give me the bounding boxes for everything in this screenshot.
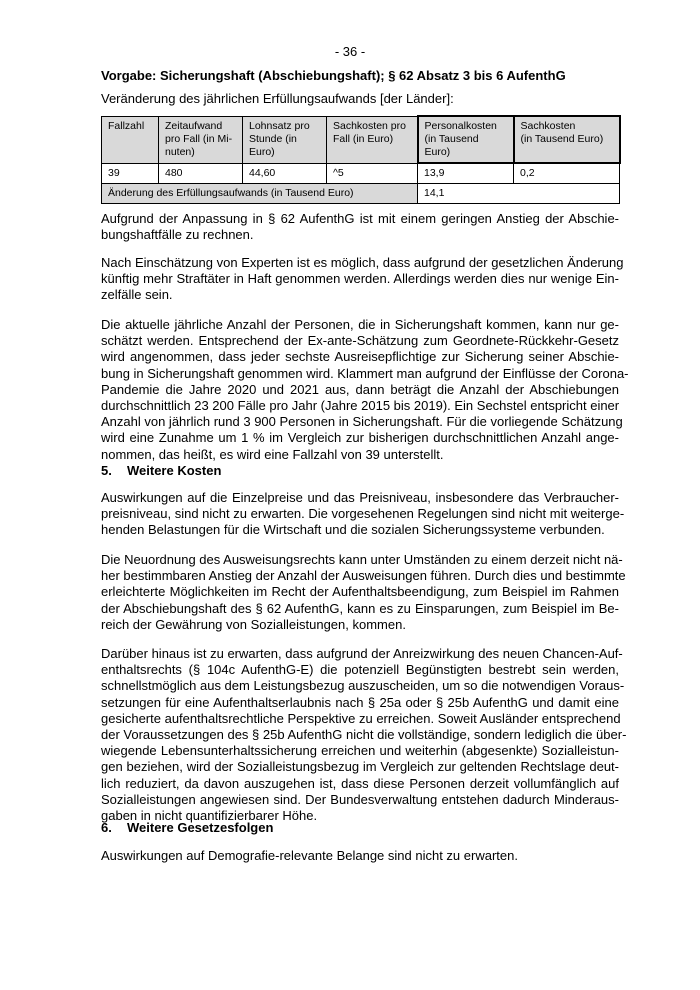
table-summary-row xyxy=(102,184,620,204)
table-caption: Veränderung des jährlichen Erfüllungsaufwands [der Länder]: xyxy=(101,91,454,106)
header-cell: Zeitaufwand pro Fall (in Mi- nuten) xyxy=(159,116,243,163)
paragraph xyxy=(101,255,624,304)
table-cell: 44,60 xyxy=(243,163,327,184)
paragraph-line: künftig mehr Straftäter in Haft genommen werden. Allerdings werden dies nur wenige Ein- xyxy=(101,271,619,287)
table-cell: 480 xyxy=(159,163,243,184)
paragraph-line: bung in Sicherungshaft genommen wird. Klammert man aufgrund der Einflüsse der Corona- xyxy=(101,365,629,381)
paragraph-line: Sozialleistungen angewiesen sind. Der Bundesverwaltung entstehen dadurch Minderaus- xyxy=(101,791,619,807)
table-cell: 13,9 xyxy=(418,163,514,184)
paragraph-line: wird angenommen, dass jeder sechste Ausreisepflichtige zur Sicherung seiner Abschie- xyxy=(101,349,619,365)
table-header-row xyxy=(102,116,620,163)
header-cell: Fallzahl xyxy=(102,116,159,163)
paragraph-line: nommen, das heißt, es wird eine Fallzahl von 39 unterstellt. xyxy=(101,446,444,462)
paragraph-line: schätzt werden. Entsprechend der Ex-ante-Schätzung zum Geordnete-Rückkehr-Gesetz xyxy=(101,333,619,349)
paragraph-line: zelfälle sein. xyxy=(101,287,173,303)
paragraph xyxy=(101,552,626,633)
paragraph-line: durchschnittlich 23 200 Fälle pro Jahr (Jahre 2015 bis 2019). Ein Sechstel entspricht einer xyxy=(101,398,620,414)
paragraph-line: gesicherte aufenthaltsrechtliche Perspektive zu erreichen. Soweit Ausländer entsprechend xyxy=(101,710,621,726)
paragraph-line: Anzahl von jährlich rund 3 900 Personen in Sicherungshaft. Für die vorliegende Schätzung xyxy=(101,414,623,430)
paragraph-line: Darüber hinaus ist zu erwarten, dass aufgrund der Anreizwirkung des neuen Chancen-Auf- xyxy=(101,646,623,661)
paragraph-line: gen beziehen, wird der Sozialleistungsbezug im Vergleich zur geltenden Rechtslage deut- xyxy=(101,759,619,775)
header-cell: Sachkosten (in Tausend Euro) xyxy=(514,116,620,163)
paragraph-line: Pandemie die Jahre 2020 und 2021 aus, dann beträgt die Anzahl der Abschiebungen xyxy=(101,381,619,397)
paragraph-line: Die aktuelle jährliche Anzahl der Personen, die in Sicherungshaft kommen, kann nur ge- xyxy=(101,317,619,332)
header-cell: Sachkosten pro Fall (in Euro) xyxy=(327,116,418,163)
paragraph-line: der Voraussetzungen des § 25b AufenthG nicht die vollständige, sondern lediglich die über- xyxy=(101,727,627,743)
paragraph-line: reich der Gewährung von Sozialleistungen, kommen. xyxy=(101,616,406,632)
paragraph-line: Auswirkungen auf die Einzelpreise und das Preisniveau, insbesondere das Verbraucher- xyxy=(101,490,619,505)
paragraph-line: Die Neuordnung des Ausweisungsrechts kann unter Umständen zu einem derzeit nicht nä- xyxy=(101,552,623,567)
paragraph-line: enthaltsrechts (§ 104c AufenthG-E) die potenziell Begünstigten bestrebt sein werden, xyxy=(101,662,619,678)
section-heading: 6. Weitere Gesetzesfolgen xyxy=(101,820,274,835)
header-cell: Lohnsatz pro Stunde (in Euro) xyxy=(243,116,327,163)
paragraph xyxy=(101,211,619,243)
paragraph xyxy=(101,646,627,824)
paragraph-line: Nach Einschätzung von Experten ist es möglich, dass aufgrund der gesetzlichen Änderung xyxy=(101,255,624,270)
paragraph-line: setzungen für eine Aufenthaltserlaubnis nach § 25a oder § 25b AufenthG und damit eine xyxy=(101,694,619,710)
paragraph-line: henden Belastungen für die Wirtschaft und die sozialen Sicherungssysteme verbunden. xyxy=(101,522,605,538)
summary-label: Änderung des Erfüllungsaufwands (in Tausend Euro) xyxy=(102,184,418,204)
table-cell: ^5 xyxy=(327,163,418,184)
paragraph-line: her bestimmbaren Anstieg der Anzahl der Ausweisungen führen. Durch dies und bestimmte xyxy=(101,568,626,584)
paragraph-line: preisniveau, sind nicht zu erwarten. Die vorgesehenen Regelungen sind nicht mit weiterge- xyxy=(101,506,625,522)
paragraph-line: der Abschiebungshaft des § 62 AufenthG, kann es zu Einsparungen, zum Beispiel im Be- xyxy=(101,600,619,616)
paragraph-line: Auswirkungen auf Demografie-relevante Belange sind nicht zu erwarten. xyxy=(101,848,518,863)
page-heading: Vorgabe: Sicherungshaft (Abschiebungshaft); § 62 Absatz 3 bis 6 AufenthG xyxy=(101,68,566,83)
paragraph-line: lich reduziert, da davon auszugehen ist, dass diese Personen derzeit vollumfänglich auf xyxy=(101,775,619,791)
paragraph-line: erleichterte Möglichkeiten im Recht der Aufenthaltsbeendigung, zum Beispiel im Rahmen xyxy=(101,584,619,600)
summary-value: 14,1 xyxy=(418,184,620,204)
cost-table xyxy=(101,115,621,204)
paragraph-line: Aufgrund der Anpassung in § 62 AufenthG ist mit einem geringen Anstieg der Abschie- xyxy=(101,211,619,226)
paragraph-line: wiegende Lebensunterhaltssicherung erreichen und weiterhin (abgesenkte) Sozialleistun- xyxy=(101,743,619,759)
paragraph-line: wird eine Zunahme um 1 % im Vergleich zur bisherigen durchschnittlichen Anzahl ange- xyxy=(101,430,619,446)
paragraph xyxy=(101,317,629,463)
table-cell: 0,2 xyxy=(514,163,620,184)
paragraph xyxy=(101,490,625,539)
paragraph-line: bungshaftfälle zu rechnen. xyxy=(101,227,254,243)
page-number: - 36 - xyxy=(334,44,366,59)
section-heading: 5. Weitere Kosten xyxy=(101,463,222,478)
table-cell: 39 xyxy=(102,163,159,184)
paragraph xyxy=(101,848,619,864)
paragraph-line: schnellstmöglich aus dem Leistungsbezug auszuscheiden, um so die notwendigen Voraus- xyxy=(101,678,625,694)
paragraph-line: gaben in nicht quantifizierbarer Höhe. xyxy=(101,808,318,824)
table-row xyxy=(102,163,620,184)
header-cell: Personalkosten (in Tausend Euro) xyxy=(418,116,514,163)
